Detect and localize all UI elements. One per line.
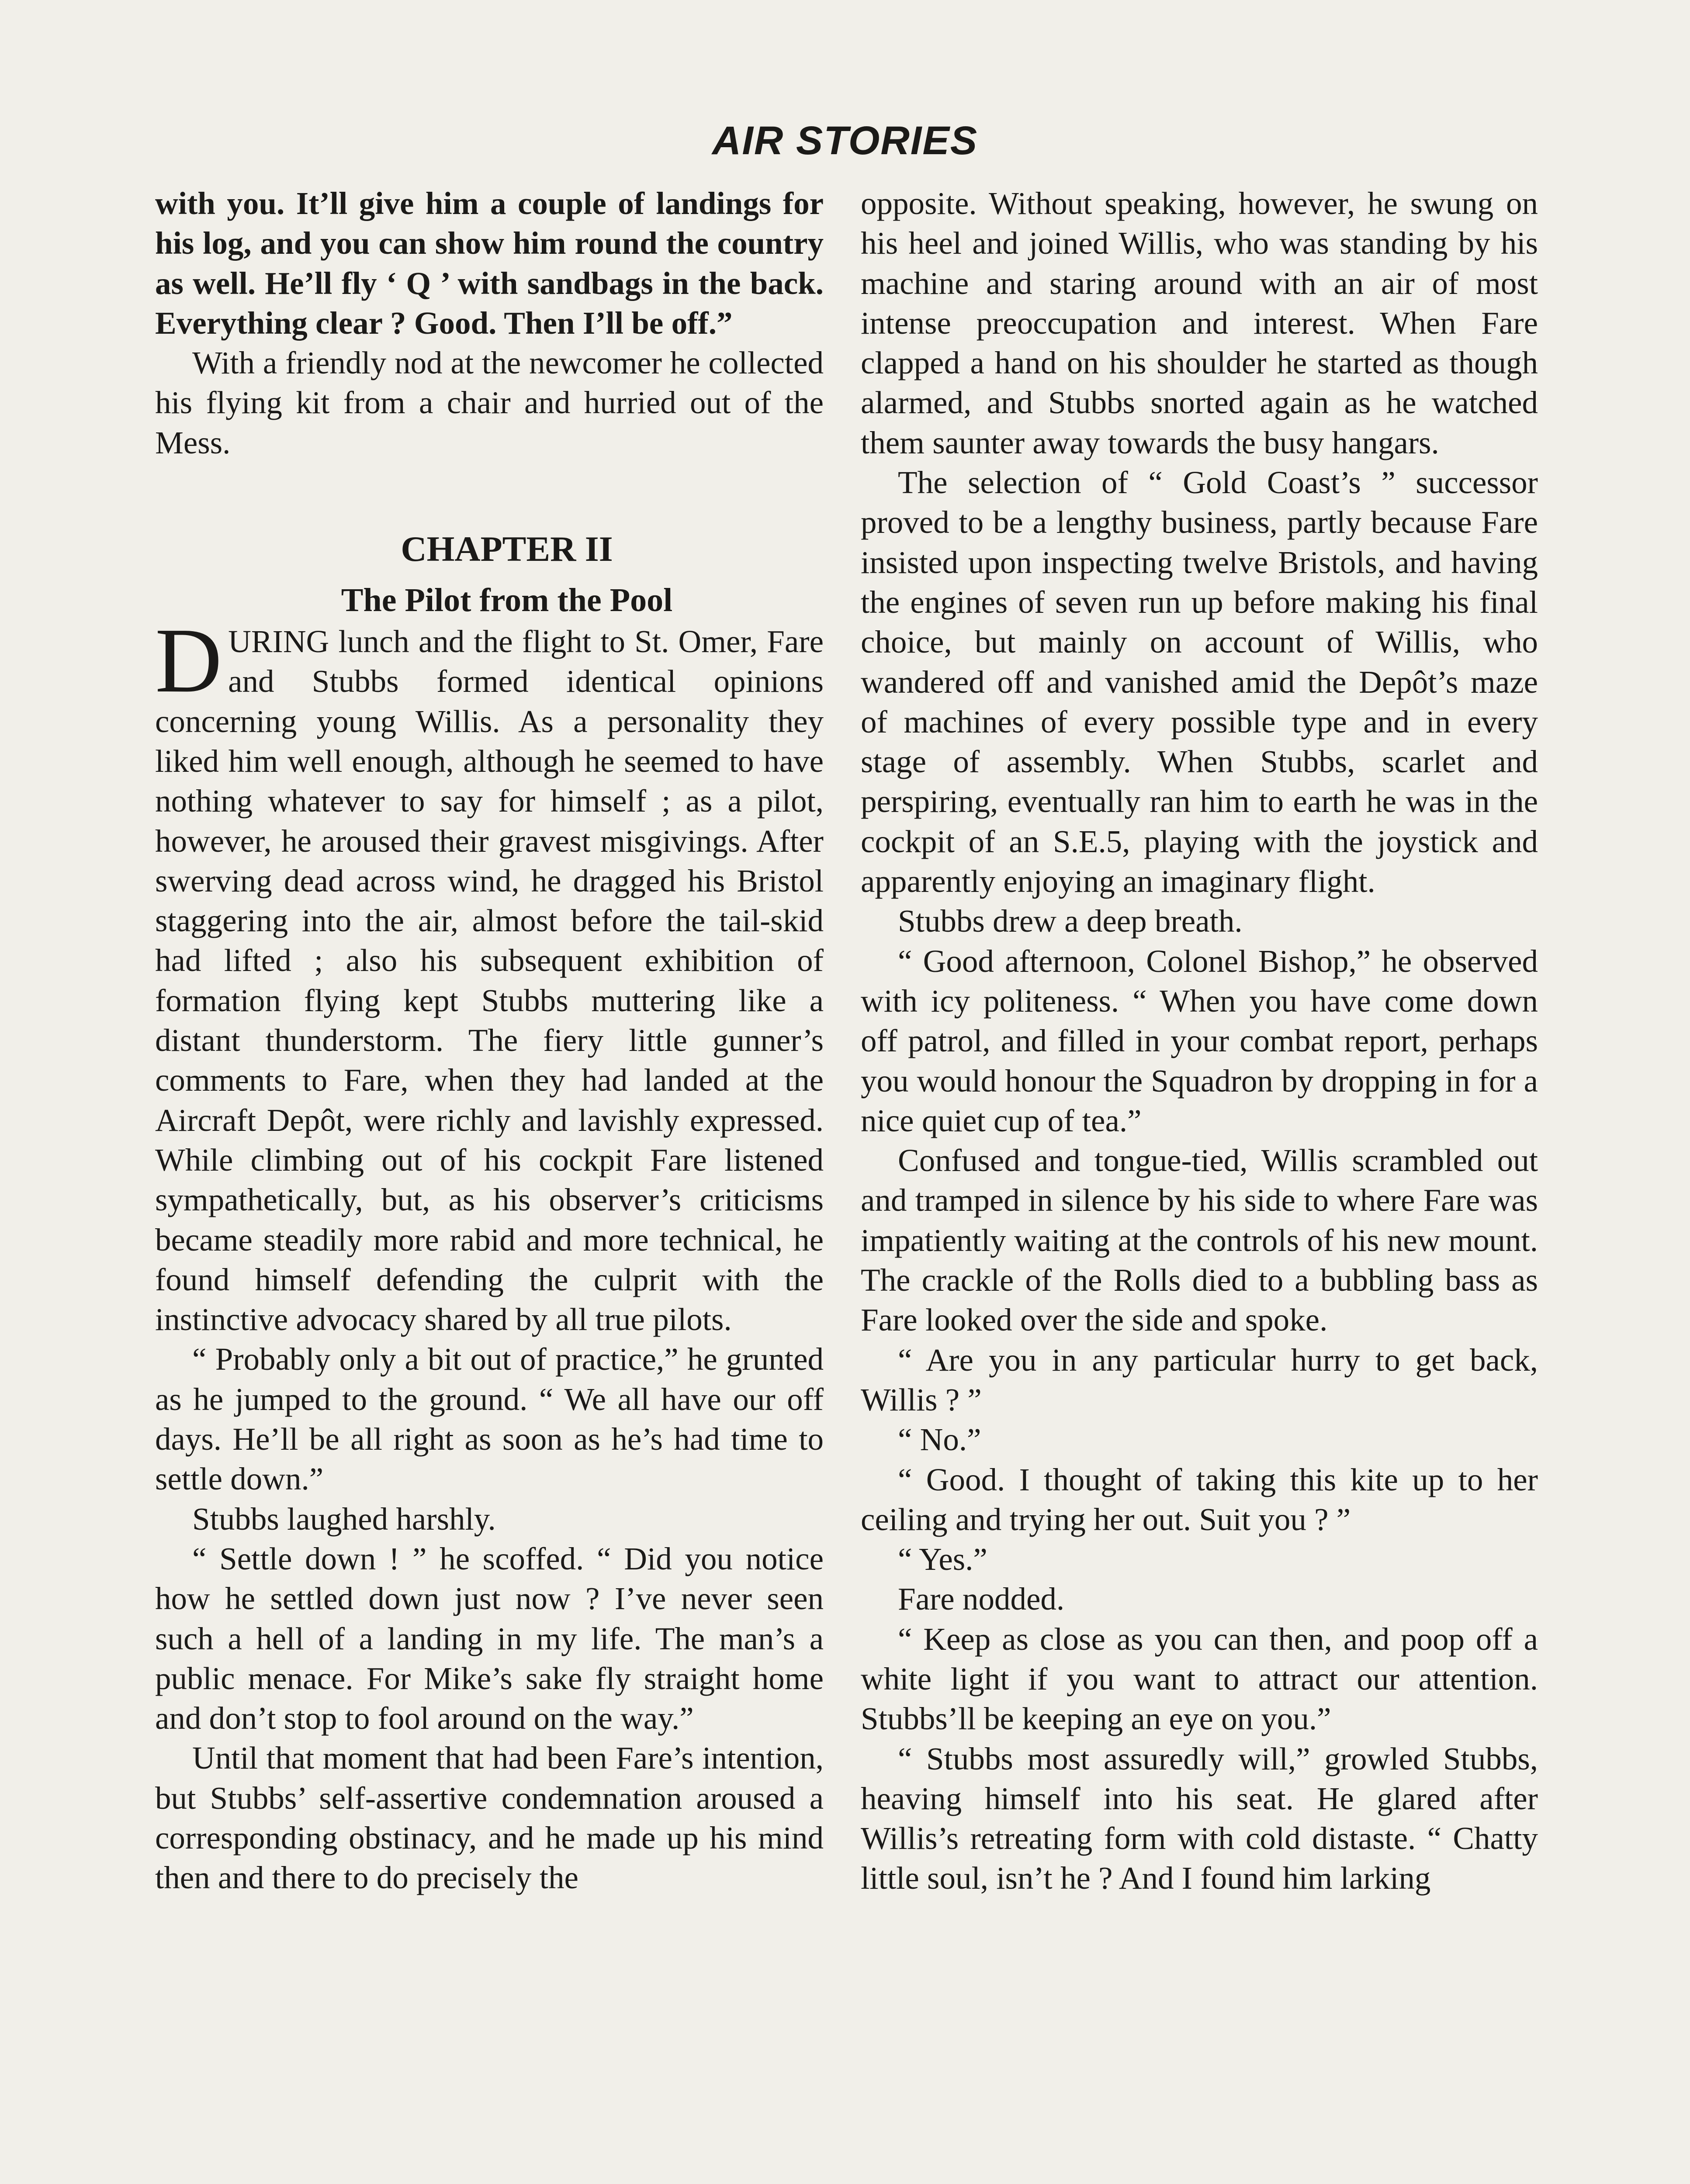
paragraph: Confused and tongue-tied, Willis scrambled out and tramped in silence by his side to where Fare was impatiently waiting at the controls of his new mount. The crackle of the Rolls died to a bubbling bass as Fare looked over the side and spoke. [861, 1143, 1538, 1338]
paragraph: “ Are you in any particular hurry to get back, Willis ? ” [861, 1342, 1538, 1417]
paragraph: “ Keep as close as you can then, and poop off a white light if you want to attract our attention. Stubbs’ll be keeping an eye on you.” [861, 1621, 1538, 1737]
chapter-subtitle: The Pilot from the Pool [341, 582, 673, 619]
drop-cap: D [155, 609, 222, 712]
paragraph: “ Good afternoon, Colonel Bishop,” he observed with icy politeness. “ When you have come down off patrol, and filled in your combat report, perhaps you would honour the Squadron by dropping in for a nice quiet cup of tea.” [861, 943, 1538, 1138]
paragraph: “ Stubbs most assuredly will,” growled Stubbs, heaving himself into his seat. He glared after Willis’s retreating form with cold distaste. “ Chatty little soul, isn’t he ? And I found him larking [861, 1741, 1538, 1896]
paragraph: Stubbs drew a deep breath. [898, 903, 1243, 939]
paragraph: Fare nodded. [898, 1581, 1065, 1617]
left-column [155, 183, 824, 1898]
first-paragraph-text: URING lunch and the flight to St. Omer, Fare and Stubbs formed identical opinions concerning young Willis. As a personality they liked him well enough, although he seemed to have nothing whatever to say for himself ; as a pilot, however, he aroused their gravest misgivings. After swerving dead across wind, he dragged his Bristol staggering into the air, almost before the tail-skid had lifted ; also his subsequent exhibition of formation flying kept Stubbs muttering like a distant thunderstorm. The fiery little gunner’s comments to Fare, when they had landed at the Aircraft Depôt, were richly and lavishly expressed. While climbing out of his cockpit Fare listened sympathetically, but, as his observer’s criticisms became steadily more rabid and more technical, he found himself defending the culprit with the instinctive advocacy shared by all true pilots. [155, 624, 824, 1337]
right-column [861, 183, 1538, 1898]
paragraph: Until that moment that had been Fare’s intention, but Stubbs’ self-assertive condemnation aroused a corresponding obstinacy, and he made up his mind then and there to do precisely the [155, 1740, 824, 1896]
chapter-heading: CHAPTER II [401, 529, 613, 569]
running-head: AIR STORIES [712, 118, 978, 163]
chapter-first-paragraph [155, 609, 824, 1339]
paragraph: with you. It’ll give him a couple of landings for his log, and you can show him round the country as well. He’ll fly ‘ Q ’ with sandbags in the back. Everything clear ? Good. Then I’ll be off.” [155, 186, 824, 341]
paragraph: “ Good. I thought of taking this kite up to her ceiling and trying her out. Suit you ? ” [861, 1462, 1538, 1537]
paragraph: With a friendly nod at the newcomer he collected his flying kit from a chair and hurried out of the Mess. [155, 345, 824, 460]
paragraph: The selection of “ Gold Coast’s ” successor proved to be a lengthy business, partly because Fare insisted upon inspecting twelve Bristols, and having the engines of seven run up before making his final choice, but mainly on account of Willis, who wandered off and vanished amid the Depôt’s maze of machines of every possible type and in every stage of assembly. When Stubbs, scarlet and perspiring, eventually ran him to earth he was in the cockpit of an S.E.5, playing with the joystick and apparently enjoying an imaginary flight. [861, 465, 1538, 899]
paragraph: “ Yes.” [898, 1541, 987, 1577]
paragraph: “ Probably only a bit out of practice,” he grunted as he jumped to the ground. “ We all have our off days. He’ll be all right as soon as he’s had time to settle down.” [155, 1341, 824, 1497]
paragraph: Stubbs laughed harshly. [192, 1501, 496, 1537]
paragraph: “ No.” [898, 1422, 981, 1458]
paragraph: opposite. Without speaking, however, he swung on his heel and joined Willis, who was standing by his machine and staring around with an air of most intense preoccupation and interest. When Fare clapped a hand on his shoulder he started as though alarmed, and Stubbs snorted again as he watched them saunter away towards the busy hangars. [861, 186, 1538, 460]
paragraph: “ Settle down ! ” he scoffed. “ Did you notice how he settled down just now ? I’ve never seen such a hell of a landing in my life. The man’s a public menace. For Mike’s sake fly straight home and don’t stop to fool around on the way.” [155, 1541, 824, 1736]
